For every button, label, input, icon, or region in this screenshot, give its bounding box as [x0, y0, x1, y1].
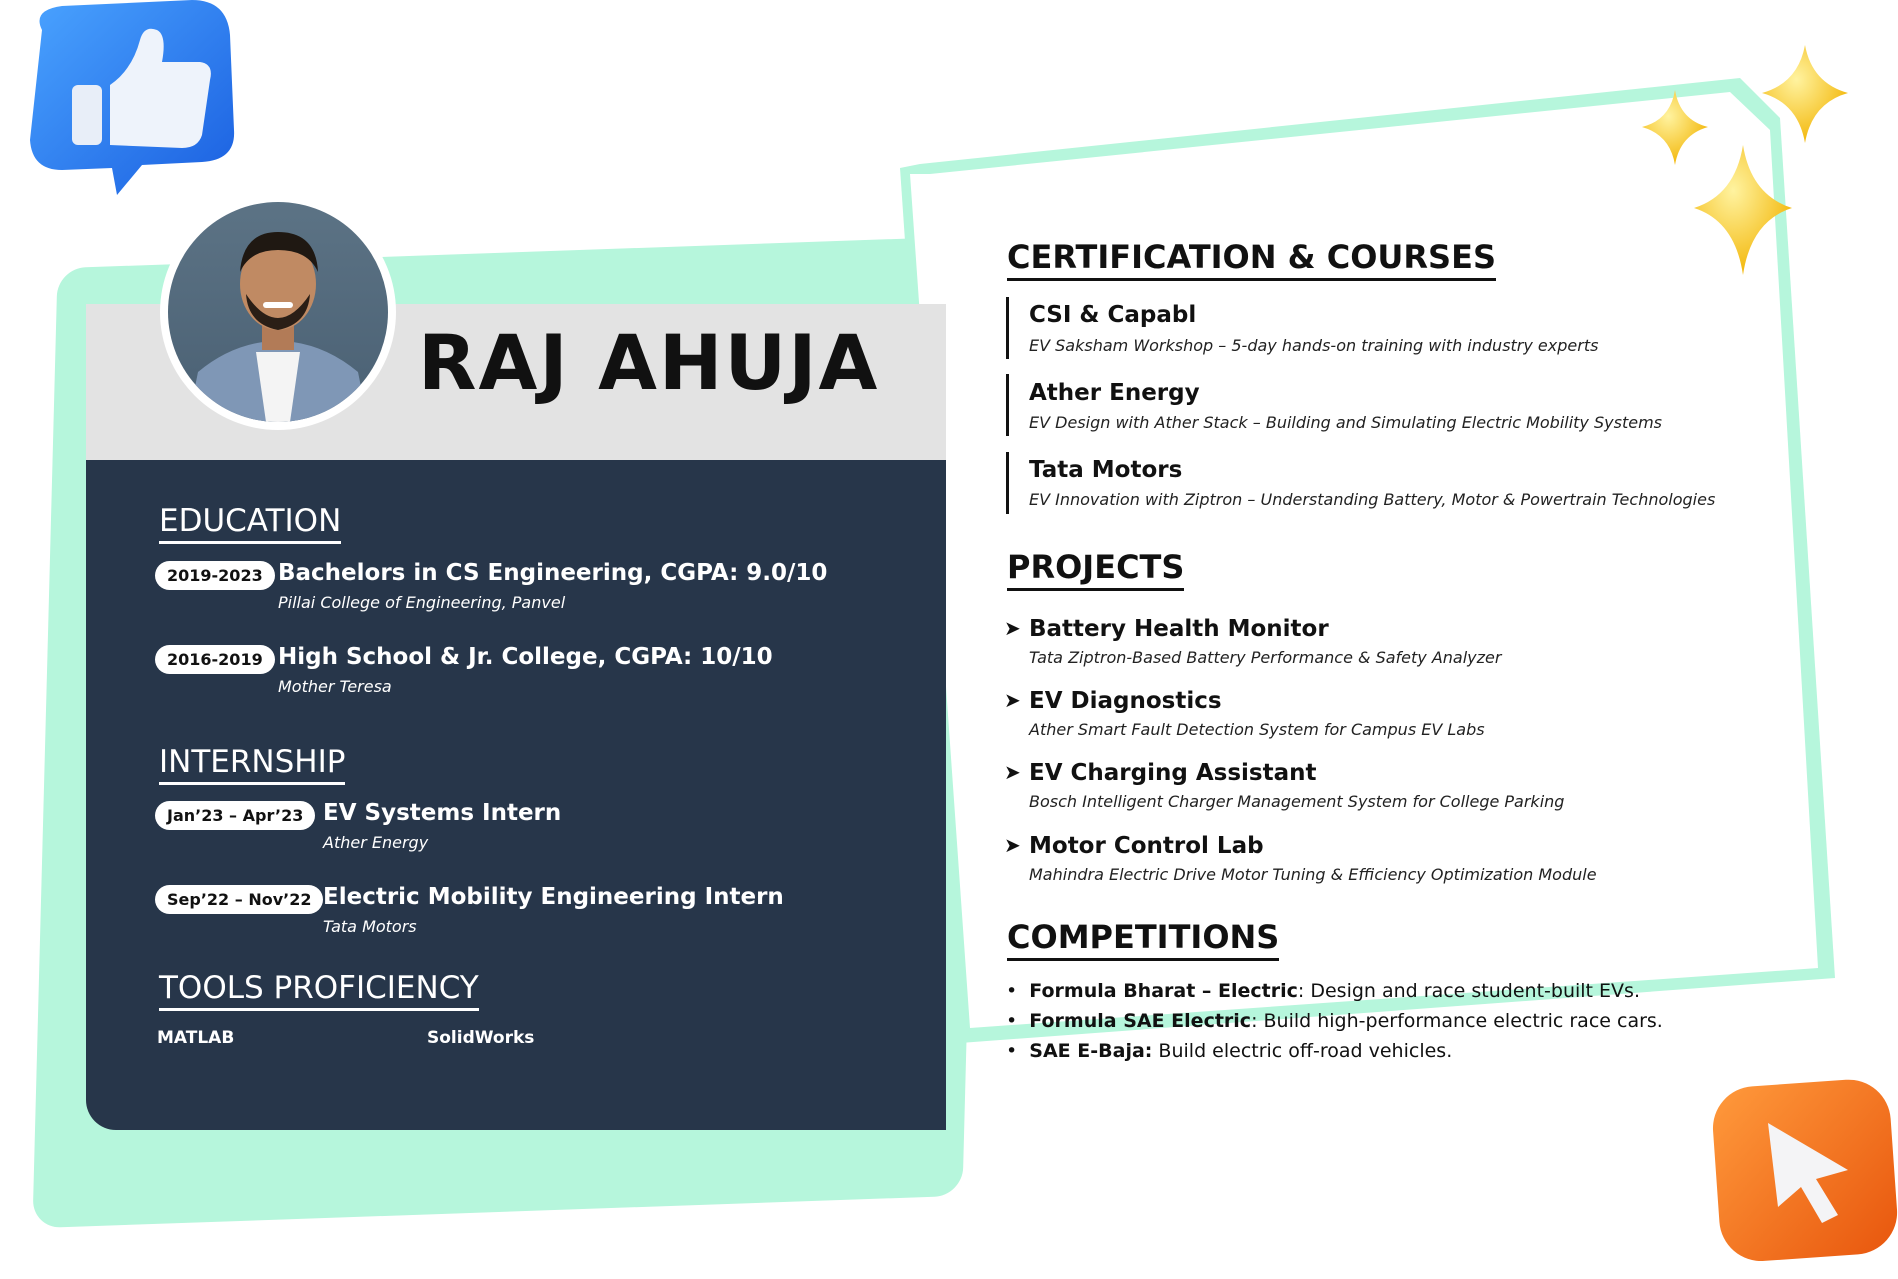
competition-item — [1006, 980, 1640, 1002]
project-description: Tata Ziptron-Based Battery Performance & Safety Analyzer — [1029, 648, 1502, 667]
cert-divider — [1006, 374, 1009, 436]
competition-description: : Build high-performance electric race cars. — [1251, 1010, 1663, 1032]
cert-org: Ather Energy — [1029, 380, 1200, 406]
competition-name: SAE E-Baja: — [1029, 1040, 1153, 1062]
internship-period-badge: Jan’23 – Apr’23 — [155, 801, 315, 830]
project-description: Mahindra Electric Drive Motor Tuning & Efficiency Optimization Module — [1029, 865, 1597, 884]
cursor-icon — [1708, 1075, 1898, 1265]
competition-description: Build electric off-road vehicles. — [1152, 1040, 1453, 1062]
project-name: EV Diagnostics — [1029, 688, 1222, 714]
education-school: Mother Teresa — [278, 677, 392, 696]
education-years-badge: 2016-2019 — [155, 645, 275, 674]
competition-name: Formula SAE Electric — [1029, 1010, 1252, 1032]
projects-title: PROJECTS — [1007, 548, 1184, 591]
cert-description: EV Design with Ather Stack – Building and Simulating Electric Mobility Systems — [1029, 413, 1662, 432]
project-name: Battery Health Monitor — [1029, 616, 1329, 642]
bullet-icon: • — [1006, 1010, 1030, 1032]
cert-divider — [1006, 297, 1009, 359]
internship-role: Electric Mobility Engineering Intern — [323, 884, 784, 910]
arrow-right-icon: ➤ — [1004, 616, 1021, 640]
internship-role: EV Systems Intern — [323, 800, 562, 826]
cert-org: Tata Motors — [1029, 457, 1183, 483]
education-years-badge: 2019-2023 — [155, 561, 275, 590]
internship-period-badge: Sep’22 – Nov’22 — [155, 885, 323, 914]
project-name: EV Charging Assistant — [1029, 760, 1317, 786]
sparkle-icon — [1630, 45, 1870, 285]
competition-name: Formula Bharat – Electric — [1029, 980, 1298, 1002]
competition-description: : Design and race student-built EVs. — [1297, 980, 1640, 1002]
project-name: Motor Control Lab — [1029, 833, 1264, 859]
competitions-title: COMPETITIONS — [1007, 918, 1279, 961]
education-school: Pillai College of Engineering, Panvel — [278, 593, 566, 612]
arrow-right-icon: ➤ — [1004, 688, 1021, 712]
tool-item: MATLAB — [157, 1028, 235, 1048]
bullet-icon: • — [1006, 1040, 1030, 1062]
cert-description: EV Saksham Workshop – 5-day hands-on training with industry experts — [1029, 336, 1599, 355]
project-description: Ather Smart Fault Detection System for Campus EV Labs — [1029, 720, 1485, 739]
cert-description: EV Innovation with Ziptron – Understanding Battery, Motor & Powertrain Technologies — [1029, 490, 1716, 509]
competition-item — [1006, 1040, 1452, 1062]
bullet-icon: • — [1006, 980, 1030, 1002]
arrow-right-icon: ➤ — [1004, 760, 1021, 784]
arrow-right-icon: ➤ — [1004, 833, 1021, 857]
candidate-name: RAJ AHUJA — [418, 318, 880, 407]
competition-item — [1006, 1010, 1663, 1032]
education-degree: High School & Jr. College, CGPA: 10/10 — [278, 644, 773, 670]
tools-title: TOOLS PROFICIENCY — [159, 970, 479, 1011]
internship-title: INTERNSHIP — [159, 744, 345, 785]
internship-company: Ather Energy — [323, 833, 429, 852]
cert-org: CSI & Capabl — [1029, 302, 1197, 328]
avatar-photo — [168, 202, 388, 422]
thumbs-up-icon — [22, 0, 237, 200]
project-description: Bosch Intelligent Charger Management System for College Parking — [1029, 792, 1565, 811]
education-degree: Bachelors in CS Engineering, CGPA: 9.0/10 — [278, 560, 828, 586]
tool-item: SolidWorks — [427, 1028, 535, 1048]
internship-company: Tata Motors — [323, 917, 417, 936]
certifications-title: CERTIFICATION & COURSES — [1007, 238, 1496, 281]
cert-divider — [1006, 452, 1009, 514]
education-title: EDUCATION — [159, 503, 341, 544]
